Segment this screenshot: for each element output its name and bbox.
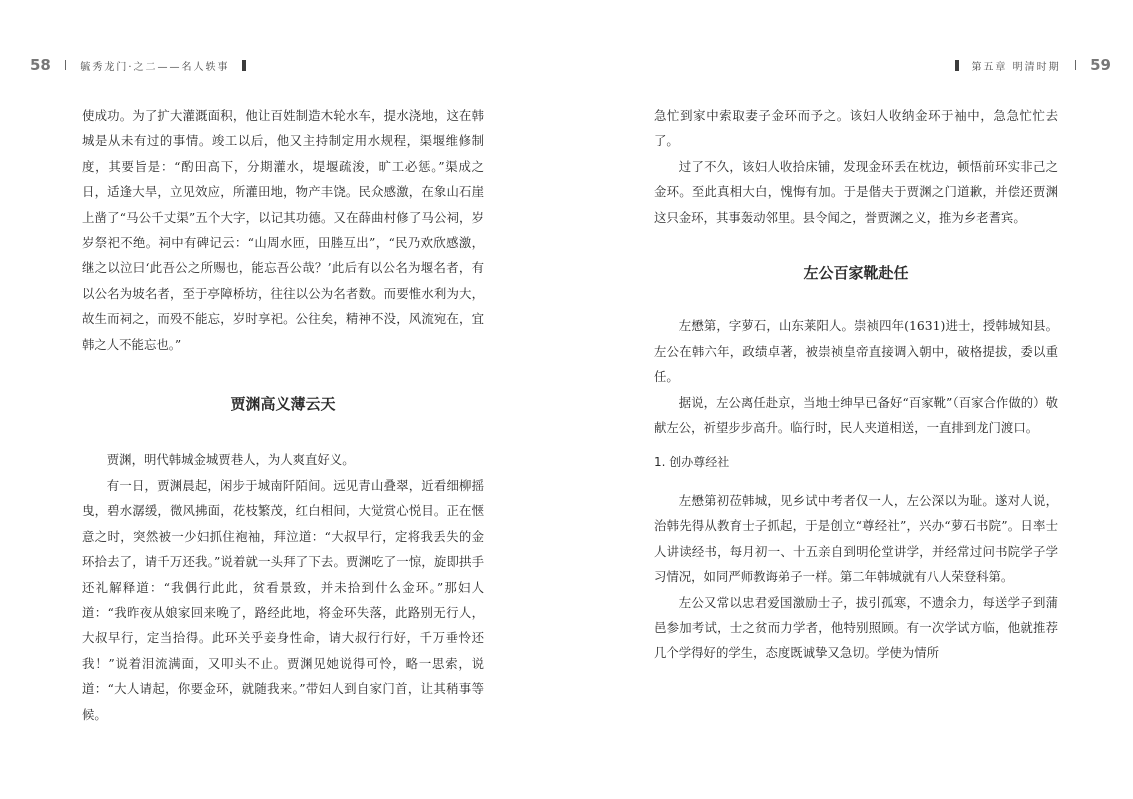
- right-page: [566, 0, 1133, 799]
- paragraph: 贾渊，明代韩城金城贾巷人，为人爽直好义。: [106, 452, 355, 468]
- right-body-text: [654, 103, 1058, 666]
- header-divider: [1075, 60, 1077, 70]
- header-divider: [65, 60, 67, 70]
- left-running-head: 毓秀龙门·之二——名人轶事: [80, 61, 230, 73]
- right-page-header: [943, 52, 1111, 78]
- paragraph: 左公又常以忠君爱国激励士子，拔引孤寒，不遗余力，每送学子到蒲邑参加考试，士之贫而力学者，他特别照顾。有一次学试方临，他就推荐几个学得好的学生，态度既诚挚又急切。学使为情所: [654, 594, 1058, 661]
- paragraph: 急忙到家中索取妻子金环而予之。该妇人收纳金环于袖中，急急忙忙去了。: [654, 108, 1058, 149]
- left-body-text: [82, 103, 484, 727]
- paragraph: 过了不久，该妇人收拾床铺，发现金环丢在枕边，顿悟前环实非己之金环。至此真相大白，愧悔有加。于是偕夫于贾渊之门道歉，并偿还贾渊这只金环，其事轰动邻里。县令闻之，誉贾渊之义，推为乡老耆宾。: [654, 158, 1058, 225]
- right-page-number: 59: [1090, 56, 1111, 74]
- header-block-mark: [242, 60, 246, 71]
- subsection-title: 1. 创办尊经社: [654, 455, 730, 470]
- left-page-header: [30, 52, 258, 78]
- left-page: [0, 0, 566, 799]
- paragraph: 有一日，贾渊晨起，闲步于城南阡陌间。远见青山叠翠，近看细柳摇曳，碧水潺缓，微风拂面，花枝繁茂，红白相间，大觉赏心悦目。正在惬意之时，突然被一少妇抓住袍袖，拜泣道：“大叔早行，定将我丢失的金环拾去了，请千万还我。”说着就一头拜了下去。贾渊吃了一惊，旋即拱手还礼解释道：“我偶行此此，贫看景致，并未拾到什么金环。”那妇人道：“我昨夜从娘家回来晚了，路经此地，将金环失落，此路别无行人，大叔早行，定当拾得。此环关乎妾身性命，请大叔行行好，千万垂怜还我！”说着泪流满面，又叩头不止。贾渊见她说得可怜，略一思索，说道：“大人请起，你要金环，就随我来。”带妇人到自家门首，让其稍事等候。: [82, 477, 484, 722]
- paragraph: 使成功。为了扩大灌溉面积，他让百姓制造木轮水车，提水浇地，这在韩城是从未有过的事情。竣工以后，他又主持制定用水规程，渠堰维修制度，其要旨是：“酌田高下，分期灌水，堤堰疏浚，旷工必惩。”渠成之日，适逢大旱，立见效应，所灌田地，物产丰饶。民众感激，在象山石崖上凿了“马公千丈渠”五个大字，以记其功德。又在薛曲村修了马公祠，岁岁祭祀不绝。祠中有碑记云：“山周水匝，田塍互出”，“民乃欢欣感激，继之以泣曰‘此吾公之所赐也，能忘吾公哉？’此后有以公名为堰名者，有以公名为坡名者，至于亭障桥坊，往往以公为名者数。而要惟水利为大，故生而祠之，而殁不能忘，岁时享祀。公往矣，精神不没，风流宛在，宜韩之人不能忘也。”: [82, 108, 484, 352]
- paragraph: 左懋第，字萝石，山东莱阳人。崇祯四年(1631)进士，授韩城知县。左公在韩六年，政绩卓著，被崇祯皇帝直接调入朝中，破格提拔，委以重任。: [654, 318, 1058, 385]
- left-page-number: 58: [30, 56, 51, 74]
- paragraph: 据说，左公离任赴京，当地士绅早已备好“百家靴”（百家合作做的）敬献左公，祈望步步高升。临行时，民人夹道相送，一直排到龙门渡口。: [654, 394, 1058, 436]
- section-title: 左公百家靴赴任: [803, 264, 909, 283]
- paragraph: 左懋第初莅韩城，见乡试中考者仅一人，左公深以为耻。遂对人说，治韩先得从教育士子抓起，于是创立“尊经社”，兴办“萝石书院”。日率士人讲读经书，每月初一、十五亲自到明伦堂讲学，并经常过问书院学子学习情况，如同严师教诲弟子一样。第二年韩城就有八人荣登科第。: [654, 492, 1058, 585]
- right-running-head: 第五章 明清时期: [971, 61, 1061, 73]
- section-title: 贾渊高义薄云天: [230, 395, 336, 414]
- header-block-mark: [955, 60, 959, 71]
